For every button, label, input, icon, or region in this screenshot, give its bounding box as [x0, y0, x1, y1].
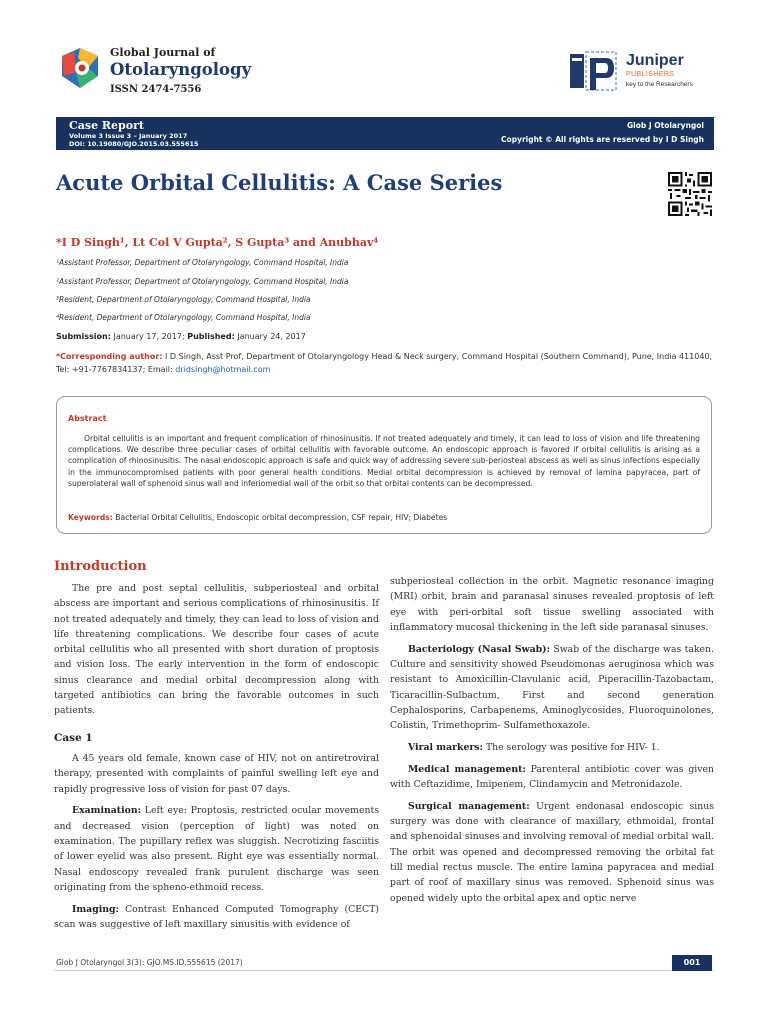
- footer-divider: [54, 970, 714, 971]
- keywords: [68, 513, 700, 522]
- article-title: Acute Orbital Cellulitis: A Case Series: [56, 170, 503, 195]
- imaging-label: Imaging:: [72, 903, 119, 915]
- dates: [56, 332, 306, 341]
- corresponding-label: *Corresponding author:: [56, 352, 163, 361]
- surgical-management-text: Urgent endonasal endoscopic sinus surgery was done with clearance of maxillary, ethmoidal, frontal and sphenoidal sinuses and involving removal of medial orbital wall. The orbit was opened and decompressed removing the orbital fat till medial rectus muscle. The entire lamina papyracea and medial part of roof of maxillary sinus was removed. Sphenoid sinus was opened widely upto the orbital apex and optic nerve: [390, 800, 714, 904]
- case1-paragraph: A 45 years old female, known case of HIV, not on antiretroviral therapy, presented with complaints of painful swelling left eye and rapidly progressive loss of vision for past 07 days.: [54, 752, 379, 795]
- footer-citation: Glob J Otolaryngol 3(3): GJO.MS.ID.555615 (2017): [56, 958, 243, 967]
- abstract-box: [56, 396, 712, 534]
- copyright-line: Copyright © All rights are reserved by I D Singh: [501, 135, 704, 144]
- imaging-text: Contrast Enhanced Computed Tomography (CECT) scan was suggestive of left maxillary sinusitis with evidence of: [54, 903, 379, 930]
- authors: *I D Singh¹, Lt Col V Gupta², S Gupta³ and Anubhav⁴: [56, 236, 379, 249]
- affiliation-1: ¹Assistant Professor, Department of Otolaryngology, Command Hospital, India: [56, 258, 349, 267]
- case1-heading: Case 1: [54, 731, 93, 744]
- publisher-tagline: key to the Researchers: [626, 81, 693, 88]
- journal-abbreviation: Glob J Otolaryngol: [626, 121, 704, 130]
- submission-label: Submission:: [56, 332, 111, 341]
- body-right-column: [390, 574, 714, 912]
- surgical-management-label: Surgical management:: [408, 800, 530, 812]
- viral-markers-label: Viral markers:: [408, 741, 483, 753]
- journal-name: Otolaryngology: [110, 60, 252, 79]
- abstract-title: Abstract: [68, 414, 107, 423]
- bacteriology-paragraph: [390, 642, 714, 734]
- journal-name-line1: Global Journal of: [110, 46, 216, 59]
- volume-line: Volume 3 Issue 3 – January 2017: [69, 132, 188, 140]
- medical-management-text: Parenteral antibiotic cover was given with Ceftazidime, Imipenem, Clindamycin and Metronidazole.: [390, 763, 714, 791]
- viral-markers-paragraph: [390, 740, 714, 755]
- qr-code: [668, 172, 712, 216]
- imaging-continued-paragraph: subperiosteal collection in the orbit. Magnetic resonance imaging (MRI) orbit, brain and paranasal sinuses revealed proptosis of left eye with peri-orbital soft tissue swelling associated with inflammatory mucosal thickening in the left side paranasal sinuses.: [390, 576, 714, 633]
- publisher-subtitle: PUBLISHERS: [626, 71, 675, 78]
- affiliation-4: ⁴Resident, Department of Otolaryngology, Command Hospital, India: [56, 313, 311, 322]
- issn: ISSN 2474-7556: [110, 84, 202, 95]
- corresponding-author: [56, 350, 716, 376]
- affiliation-2: ²Assistant Professor, Department of Otolaryngology, Command Hospital, India: [56, 277, 349, 286]
- publisher-name: Juniper: [626, 52, 684, 69]
- medical-management-paragraph: [390, 762, 714, 793]
- affiliation-3: ³Resident, Department of Otolaryngology, Command Hospital, India: [56, 295, 311, 304]
- keywords-text: Bacterial Orbital Cellulitis, Endoscopic orbital decompression, CSF repair, HIV; Diabetes: [112, 513, 448, 522]
- page-number: 001: [672, 955, 712, 971]
- published-label: Published:: [187, 332, 235, 341]
- keywords-label: Keywords:: [68, 513, 113, 522]
- abstract-text: Orbital cellulitis is an important and frequent complication of rhinosinusitis. If not treated adequately and timely, it can lead to loss of vision and life threatening complications. We describe three peculiar cases of orbital cellulitis with favorable outcome. An endoscopic approach is favored if orbital cellulitis is arising as a complication of rhinosinusitis. The nasal endoscopic approach is safe and quick way of addressing severe sub-periosteal abscess as well as sinus infections especially in the immunocompromised patients with poor general health conditions. Medial orbital decompression is achieved by removal of lamina papyracea, part of superolateral wall of sphenoid sinus wall and inferiomedial wall of the orbit so that orbital contents can be decompressed.: [68, 434, 700, 488]
- corresponding-text: I D Singh, Asst Prof, Department of Otolaryngology Head & Neck surgery, Command Hospital (Southern Command), Pune, India 411040, Tel: +91-7767834137; Email:: [56, 352, 713, 374]
- body-left-column: [54, 558, 379, 939]
- medical-management-label: Medical management:: [408, 763, 526, 775]
- submission-date: January 17, 2017;: [110, 332, 188, 341]
- examination-paragraph: [54, 803, 379, 895]
- published-date: January 24, 2017: [234, 332, 306, 341]
- article-info-bar: [56, 117, 714, 150]
- viral-markers-text: The serology was positive for HIV- 1.: [482, 741, 660, 753]
- bacteriology-label: Bacteriology (Nasal Swab):: [408, 643, 551, 655]
- examination-label: Examination:: [72, 805, 142, 817]
- examination-text: Left eye: Proptosis, restricted ocular movements and decreased vision (perception of light) was noted on examination. The pupillary reflex was sluggish. Necrotizing fasciitis of lower eyelid was also present. Right eye was essentially normal. Nasal endoscopy revealed frank purulent discharge was seen originating from the spheno-ethmoid recess.: [54, 805, 379, 893]
- bacteriology-text: Swab of the discharge was taken. Culture and sensitivity showed Pseudomonas aeruginosa which was resistant to Amoxicillin-Clavulanic acid, Piperacillin-Tazobactam, Ticaracillin-Sulbactum, First and second generation Cephalosporins, Carbapenems, Aminoglycosides, Fluoroquinolones, Colistin, Trimethoprim- Sulfamethoxazole.: [390, 643, 714, 732]
- doi-line: DOI: 10.19080/GJO.2015.03.555615: [69, 140, 199, 148]
- article-type: Case Report: [69, 119, 144, 132]
- corresponding-email-link[interactable]: dridsingh@hotmail.com: [175, 365, 271, 374]
- surgical-management-paragraph: [390, 799, 714, 906]
- journal-logo: [58, 46, 104, 90]
- introduction-heading: Introduction: [54, 559, 147, 574]
- introduction-paragraph: The pre and post septal cellulitis, subperiosteal and orbital abscess are important and serious complications of rhinosinusitis. If not treated adequately and timely, they can lead to loss of vision and life threatening complications. We describe four cases of acute orbital cellulitis who all presented with short duration of proptosis and vision loss. The early intervention in the form of endoscopic sinus clearance and medial orbital decompression along with targeted antibiotics can bring the favorable outcomes in such patients.: [54, 583, 379, 717]
- imaging-paragraph: [54, 902, 379, 933]
